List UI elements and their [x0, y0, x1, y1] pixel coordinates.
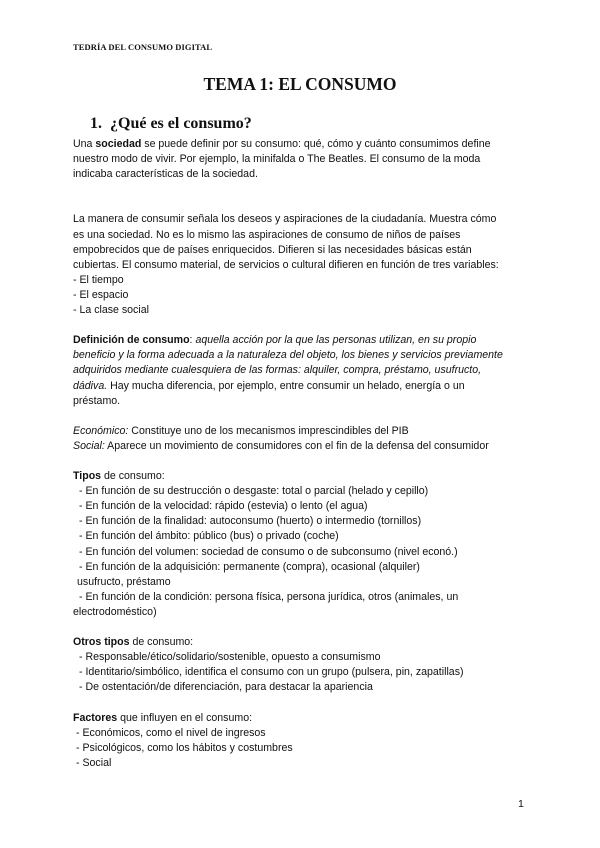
blank-line: [73, 182, 533, 197]
paragraph-line: [73, 137, 533, 152]
text-run: que influyen en el consumo:: [117, 711, 253, 724]
list-item: - Identitario/simbólico, identifica el consumo con un grupo (pulsera, pin, zapatillas): [79, 666, 464, 679]
section-title: ¿Qué es el consumo?: [110, 115, 252, 132]
list-item: - En función de su destrucción o desgaste: total o parcial (helado y cepillo): [79, 485, 429, 498]
definition-line: [73, 379, 533, 394]
list-item: - En función de la finalidad: autoconsumo (huerto) o intermedio (tornillos): [79, 515, 422, 528]
paragraph-line: cubiertas. El consumo material, de servicios o cultural difieren en función de tres variables:: [73, 258, 499, 271]
italic-label: Económico:: [73, 424, 129, 437]
definition-line: préstamo.: [73, 394, 121, 407]
list-item: - En función de la velocidad: rápido (estevia) o lento (el agua): [79, 500, 368, 513]
bold-term: sociedad: [95, 138, 142, 150]
page-number: 1: [518, 798, 524, 810]
list-item: - En función de la adquisición: permanente (compra), ocasional (alquiler): [79, 560, 420, 573]
text-run: Constituye uno de los mecanismos imprescindibles del PIB: [128, 424, 409, 437]
blank-line: [73, 318, 533, 333]
italic-text: dádiva.: [73, 379, 108, 392]
list-item: - Psicológicos, como los hábitos y costumbres: [76, 741, 293, 754]
document-body: [73, 137, 533, 771]
section-heading: [90, 115, 252, 133]
list-item: - De ostentación/de diferenciación, para destacar la apariencia: [79, 681, 373, 694]
list-item: - Responsable/ético/solidario/sostenible, opuesto a consumismo: [79, 651, 381, 664]
list-item: - En función del ámbito: público (bus) o privado (coche): [79, 530, 339, 543]
blank-line: [73, 409, 533, 424]
text-run: se puede definir por su consumo: qué, cómo y cuánto consumimos define: [141, 138, 491, 150]
list-item: - En función del volumen: sociedad de consumo o de subconsumo (nivel econó.): [79, 545, 458, 558]
list-item: - En función de la condición: persona física, persona jurídica, otros (animales, un: [79, 590, 459, 603]
section-number: 1.: [90, 115, 102, 132]
list-item-continuation: usufructo, préstamo: [77, 575, 171, 588]
paragraph-line: La manera de consumir señala los deseos y aspiraciones de la ciudadanía. Muestra cómo: [73, 213, 497, 226]
blank-line: [73, 197, 533, 212]
paragraph-line: indicaba características de la sociedad.: [73, 168, 258, 181]
blank-line: [73, 695, 533, 710]
document-title: TEMA 1: EL CONSUMO: [203, 74, 397, 94]
bold-term: Otros tipos: [73, 636, 130, 649]
list-item: - El espacio: [73, 288, 129, 301]
list-item: - La clase social: [73, 304, 149, 317]
definition-line: [73, 333, 533, 348]
bold-term: Factores: [73, 711, 118, 724]
paragraph-line: es una sociedad. No es lo mismo las aspiraciones de consumo de niños de países: [73, 228, 461, 241]
text-run: Aparece un movimiento de consumidores con el fin de la defensa del consumidor: [104, 439, 489, 452]
other-types-heading: [73, 635, 533, 650]
factors-heading: [73, 711, 533, 726]
definition-line: beneficio y la forma adecuada a la naturaleza del objeto, los bienes y servicios previamente: [73, 349, 503, 362]
blank-line: [73, 454, 533, 469]
list-item: - Social: [76, 756, 112, 769]
running-header: TEDRÍA DEL CONSUMO DIGITAL: [73, 42, 213, 52]
list-item-continuation: electrodoméstico): [73, 605, 157, 618]
text-run: de consumo:: [101, 470, 165, 483]
definition-line: adquiridos mediante cualesquiera de las formas: alquiler, compra, préstamo, usufructo,: [73, 364, 482, 377]
bold-term: Definición de consumo: [73, 334, 190, 347]
italic-text: aquella acción por la que las personas utilizan, en su propio: [195, 334, 477, 347]
types-heading: [73, 469, 533, 484]
paragraph-line: nuestro modo de vivir. Por ejemplo, la minifalda o The Beatles. El consumo de la moda: [73, 153, 481, 166]
text-run: de consumo:: [129, 636, 194, 649]
blank-line: [73, 620, 533, 635]
text-run: Una: [73, 138, 96, 150]
italic-label: Social:: [73, 439, 105, 452]
perspective-social: [73, 439, 533, 454]
text-run: :: [189, 334, 196, 347]
paragraph-line: empobrecidos que de países enriquecidos. Difieren si las necesidades básicas están: [73, 243, 472, 256]
text-run: Hay mucha diferencia, por ejemplo, entre consumir un helado, energía o un: [107, 379, 465, 392]
list-item: - El tiempo: [73, 273, 124, 286]
list-item: - Económicos, como el nivel de ingresos: [76, 726, 266, 739]
bold-term: Tipos: [73, 470, 102, 483]
perspective-economic: [73, 424, 533, 439]
